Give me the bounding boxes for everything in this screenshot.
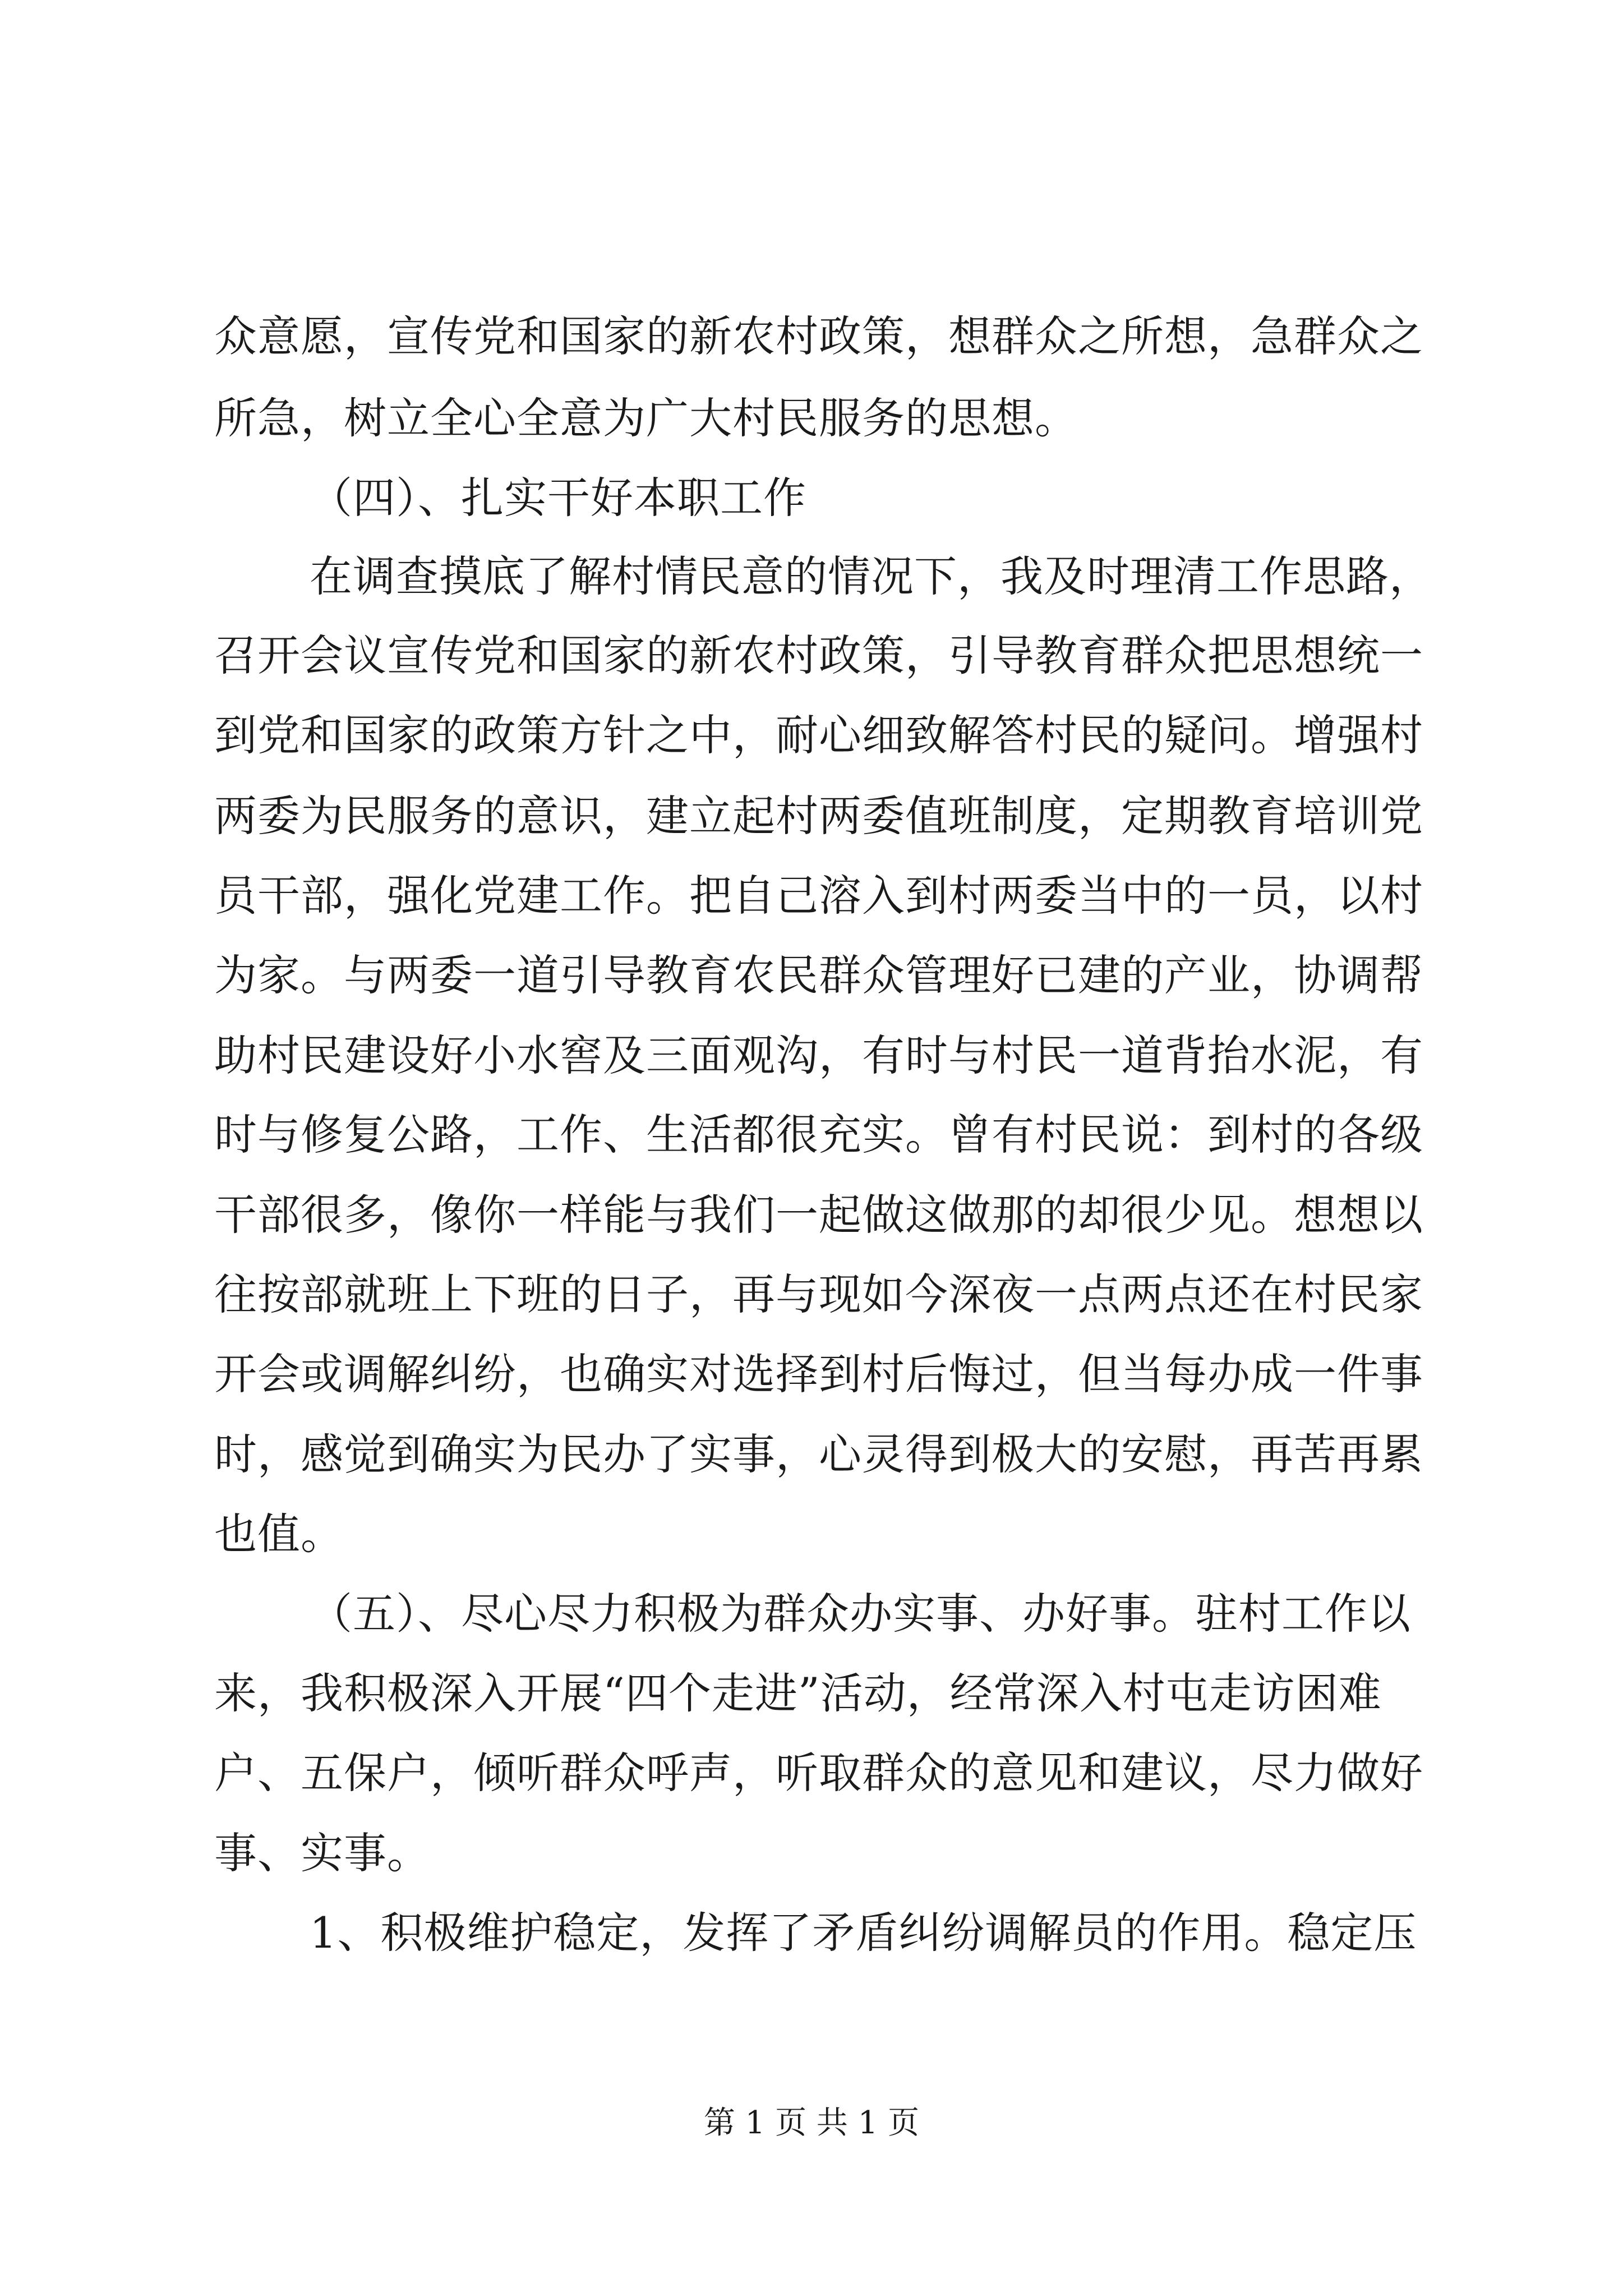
text-line: 1、积极维护稳定，发挥了矛盾纠纷调解员的作用。稳定压 xyxy=(310,1908,1417,1958)
text-line: 事、实事。 xyxy=(214,1828,430,1878)
text-line: 户、五保户，倾听群众呼声，听取群众的意见和建议，尽力做好 xyxy=(214,1748,1423,1798)
text-line: 来，我积极深入开展“四个走进”活动，经常深入村屯走访困难 xyxy=(214,1668,1382,1718)
text-line: 所急，树立全心全意为广大村民服务的思想。 xyxy=(214,393,1078,443)
text-line: 也值。 xyxy=(214,1509,344,1559)
text-line: 往按部就班上下班的日子，再与现如今深夜一点两点还在村民家 xyxy=(214,1269,1423,1319)
text-line: 为家。与两委一道引导教育农民群众管理好已建的产业，协调帮 xyxy=(214,950,1423,1000)
text-line: 时，感觉到确实为民办了实事，心灵得到极大的安慰，再苦再累 xyxy=(214,1429,1423,1479)
section-heading: （五）、尽心尽力积极为群众办实事、办好事。驻村工作以 xyxy=(310,1589,1411,1639)
page-footer: 第 1 页 共 1 页 xyxy=(703,2105,920,2141)
text-line: 在调查摸底了解村情民意的情况下，我及时理清工作思路， xyxy=(310,551,1432,601)
section-heading: （四）、扎实干好本职工作 xyxy=(310,473,806,523)
text-line: 两委为民服务的意识，建立起村两委值班制度，定期教育培训党 xyxy=(214,791,1423,841)
text-line: 众意愿，宣传党和国家的新农村政策，想群众之所想，急群众之 xyxy=(214,311,1423,361)
text-line: 到党和国家的政策方针之中，耐心细致解答村民的疑问。增强村 xyxy=(214,710,1423,760)
text-line: 开会或调解纠纷，也确实对选择到村后悔过，但当每办成一件事 xyxy=(214,1349,1423,1399)
text-line: 召开会议宣传党和国家的新农村政策，引导教育群众把思想统一 xyxy=(214,631,1423,680)
text-line: 助村民建设好小水窖及三面观沟，有时与村民一道背抬水泥，有 xyxy=(214,1030,1423,1080)
text-line: 时与修复公路，工作、生活都很充实。曾有村民说：到村的各级 xyxy=(214,1110,1423,1159)
text-line: 干部很多，像你一样能与我们一起做这做那的却很少见。想想以 xyxy=(214,1190,1423,1240)
text-line: 员干部，强化党建工作。把自己溶入到村两委当中的一员，以村 xyxy=(214,871,1423,921)
